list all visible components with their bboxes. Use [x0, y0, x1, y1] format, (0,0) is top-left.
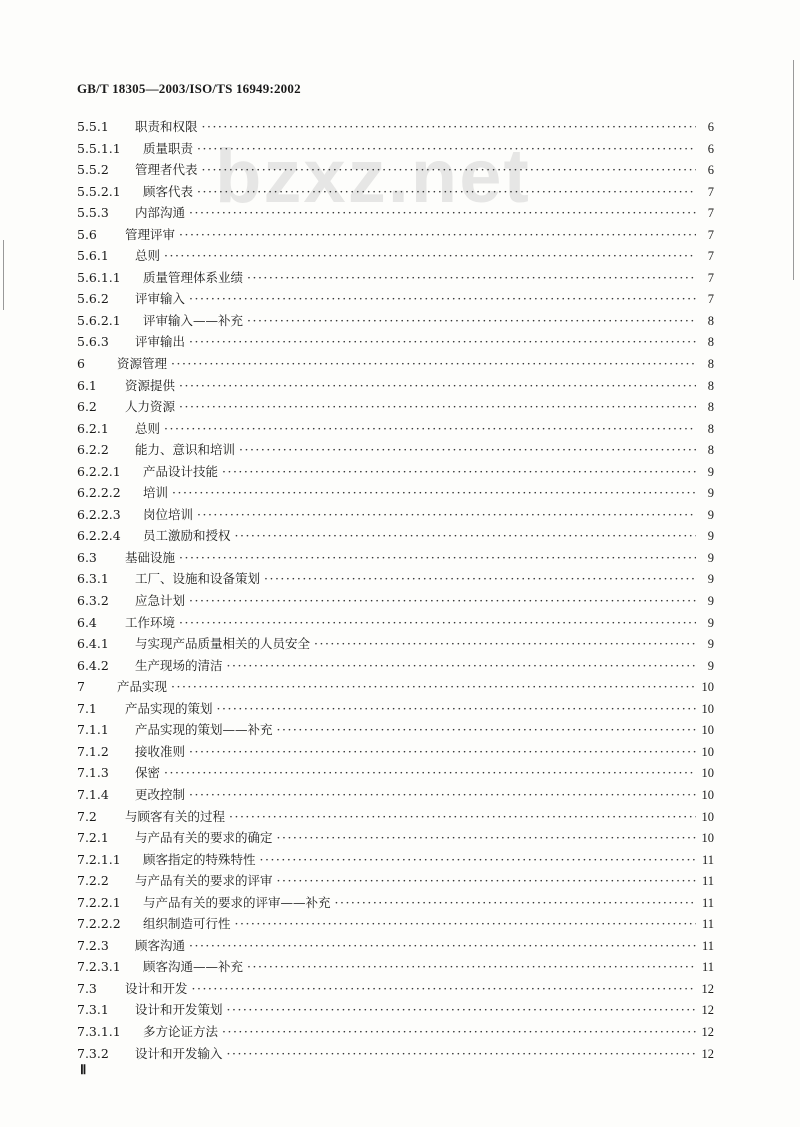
toc-entry-title: 资源管理	[117, 356, 168, 372]
toc-entry-number: 6.4	[77, 614, 97, 630]
toc-entry-page: 8	[707, 421, 714, 436]
toc-dot-leader	[202, 159, 696, 181]
toc-entry[interactable]	[77, 547, 714, 569]
toc-entry[interactable]	[77, 849, 714, 871]
toc-entry-title: 总则	[135, 420, 161, 436]
toc-dot-leader	[235, 525, 696, 547]
toc-entry-title: 顾客指定的特殊特性	[143, 851, 256, 867]
toc-entry-number: 7.1.3	[77, 765, 109, 781]
toc-dot-leader	[164, 762, 696, 784]
toc-entry-title: 人力资源	[125, 399, 176, 415]
toc-entry-page: 10	[701, 831, 714, 846]
toc-dot-leader	[189, 741, 696, 763]
standard-number-header: GB/T 18305—2003/ISO/TS 16949:2002	[77, 81, 301, 96]
toc-dot-leader	[189, 331, 696, 353]
toc-entry-number: 7.3.2	[77, 1045, 109, 1061]
toc-entry[interactable]	[77, 676, 714, 698]
toc-dot-leader	[222, 461, 696, 483]
page-number-footer: Ⅱ	[80, 1062, 87, 1077]
toc-entry[interactable]	[77, 116, 714, 138]
toc-entry[interactable]	[77, 224, 714, 246]
scan-artifact-right	[793, 60, 794, 280]
toc-dot-leader	[202, 116, 696, 138]
toc-entry-title: 产品设计技能	[143, 463, 219, 479]
toc-dot-leader	[179, 375, 696, 397]
toc-dot-leader	[222, 1021, 696, 1043]
toc-entry[interactable]	[77, 870, 714, 892]
toc-dot-leader	[197, 504, 696, 526]
toc-entry-number: 7.2	[77, 808, 97, 824]
toc-entry-title: 岗位培训	[143, 506, 194, 522]
toc-entry[interactable]	[77, 482, 714, 504]
toc-entry[interactable]	[77, 418, 714, 440]
toc-entry-number: 7	[77, 679, 85, 695]
toc-entry[interactable]	[77, 288, 714, 310]
toc-entry[interactable]	[77, 784, 714, 806]
toc-entry-page: 10	[701, 787, 714, 802]
toc-entry-page: 6	[707, 120, 714, 134]
toc-entry-title: 资源提供	[125, 377, 176, 393]
toc-entry-number: 5.5.1.1	[77, 140, 121, 156]
toc-entry[interactable]	[77, 504, 714, 526]
toc-entry-page: 8	[707, 335, 714, 350]
toc-entry-title: 设计和开发策划	[135, 1002, 223, 1018]
toc-entry[interactable]	[77, 999, 714, 1021]
toc-dot-leader	[171, 353, 696, 375]
toc-entry-number: 6.2.2.4	[77, 528, 121, 544]
toc-entry-title: 设计和开发	[125, 980, 188, 996]
toc-entry-page: 10	[701, 701, 714, 716]
toc-entry-number: 5.6	[77, 226, 97, 242]
toc-entry-title: 员工激励和授权	[143, 528, 231, 544]
toc-entry-page: 10	[701, 809, 714, 824]
toc-entry-title: 管理者代表	[135, 162, 198, 178]
toc-dot-leader	[171, 676, 696, 698]
toc-entry-number: 7.1.1	[77, 722, 109, 738]
toc-entry-number: 7.2.2	[77, 873, 109, 889]
toc-entry-number: 6.1	[77, 377, 97, 393]
toc-entry-page: 7	[707, 270, 714, 285]
toc-dot-leader	[235, 913, 696, 935]
toc-entry[interactable]	[77, 655, 714, 677]
toc-entry-number: 5.6.1.1	[77, 269, 121, 285]
toc-entry-title: 顾客沟通	[135, 937, 186, 953]
toc-entry-title: 与产品有关的要求的确定	[135, 830, 273, 846]
toc-entry-page: 9	[707, 529, 714, 544]
toc-entry-page: 7	[707, 249, 714, 264]
toc-dot-leader	[277, 827, 696, 849]
toc-dot-leader	[189, 590, 696, 612]
toc-dot-leader	[264, 568, 696, 590]
toc-dot-leader	[227, 1043, 696, 1065]
toc-dot-leader	[247, 310, 696, 332]
toc-entry-title: 与产品有关的要求的评审	[135, 873, 273, 889]
toc-entry-title: 管理评审	[125, 226, 176, 242]
toc-entry-title: 保密	[135, 765, 161, 781]
toc-entry-page: 6	[707, 141, 714, 156]
table-of-contents	[77, 116, 714, 1064]
toc-entry-page: 12	[701, 1046, 714, 1061]
toc-entry-title: 培训	[143, 485, 169, 501]
toc-entry-page: 9	[707, 507, 714, 522]
toc-entry-number: 5.5.1	[77, 119, 109, 134]
toc-entry-number: 5.5.2.1	[77, 183, 121, 199]
scan-artifact-left	[3, 240, 4, 310]
toc-entry-title: 顾客沟通——补充	[143, 959, 244, 975]
toc-entry-page: 12	[701, 1024, 714, 1039]
toc-entry-title: 产品实现的策划	[125, 700, 213, 716]
toc-entry-page: 7	[707, 184, 714, 199]
toc-entry-page: 11	[701, 917, 714, 932]
toc-dot-leader	[260, 849, 696, 871]
toc-entry-page: 10	[701, 744, 714, 759]
toc-entry-number: 5.6.3	[77, 334, 109, 350]
toc-entry-page: 8	[707, 378, 714, 393]
toc-dot-leader	[227, 655, 696, 677]
toc-entry-title: 工厂、设施和设备策划	[135, 571, 261, 587]
toc-entry[interactable]	[77, 525, 714, 547]
toc-entry[interactable]	[77, 935, 714, 957]
toc-entry-number: 7.1.2	[77, 743, 109, 759]
toc-entry-page: 11	[701, 852, 714, 867]
toc-dot-leader	[189, 202, 696, 224]
toc-dot-leader	[189, 935, 696, 957]
toc-entry[interactable]	[77, 439, 714, 461]
toc-entry[interactable]	[77, 612, 714, 634]
toc-entry-title: 评审输出	[135, 334, 186, 350]
toc-entry-page: 9	[707, 615, 714, 630]
toc-entry-number: 7.2.2.2	[77, 916, 121, 932]
toc-dot-leader	[247, 956, 696, 978]
toc-entry-number: 7.3.1.1	[77, 1023, 121, 1039]
toc-dot-leader	[189, 288, 696, 310]
toc-entry-page: 7	[707, 292, 714, 307]
toc-entry[interactable]	[77, 310, 714, 332]
toc-entry-number: 7.2.2.1	[77, 894, 121, 910]
toc-entry[interactable]	[77, 698, 714, 720]
toc-entry-page: 7	[707, 227, 714, 242]
toc-entry-title: 更改控制	[135, 786, 186, 802]
toc-entry-page: 8	[707, 357, 714, 372]
toc-entry[interactable]	[77, 806, 714, 828]
toc-entry-page: 11	[701, 938, 714, 953]
toc-dot-leader	[172, 482, 696, 504]
toc-entry-number: 6.2.2	[77, 442, 109, 458]
toc-entry-page: 8	[707, 400, 714, 415]
toc-dot-leader	[227, 999, 696, 1021]
toc-dot-leader	[197, 181, 696, 203]
toc-entry-title: 应急计划	[135, 593, 186, 609]
toc-dot-leader	[164, 245, 696, 267]
toc-entry-title: 产品实现的策划——补充	[135, 722, 273, 738]
toc-entry-title: 接收准则	[135, 743, 186, 759]
toc-entry[interactable]	[77, 331, 714, 353]
site-watermark: bzxz.net	[215, 134, 531, 219]
toc-entry-page: 11	[701, 895, 714, 910]
toc-entry-number: 7.2.1	[77, 830, 109, 846]
toc-entry-number: 5.6.2.1	[77, 312, 121, 328]
toc-entry-page: 9	[707, 572, 714, 587]
toc-entry[interactable]	[77, 1021, 714, 1043]
toc-entry-title: 顾客代表	[143, 183, 194, 199]
toc-entry-number: 5.6.2	[77, 291, 109, 307]
toc-entry-page: 8	[707, 313, 714, 328]
toc-dot-leader	[189, 784, 696, 806]
toc-entry[interactable]	[77, 978, 714, 1000]
toc-dot-leader	[179, 224, 696, 246]
toc-entry-page: 9	[707, 594, 714, 609]
toc-entry[interactable]	[77, 375, 714, 397]
toc-entry-title: 设计和开发输入	[135, 1045, 223, 1061]
toc-entry[interactable]	[77, 461, 714, 483]
toc-entry-number: 7.2.3	[77, 937, 109, 953]
toc-dot-leader	[239, 439, 696, 461]
toc-entry-page: 7	[707, 206, 714, 221]
toc-entry[interactable]	[77, 741, 714, 763]
toc-entry-title: 能力、意识和培训	[135, 442, 236, 458]
toc-entry-page: 12	[701, 1003, 714, 1018]
toc-entry[interactable]	[77, 353, 714, 375]
toc-entry[interactable]	[77, 159, 714, 181]
toc-entry-title: 评审输入	[135, 291, 186, 307]
toc-entry[interactable]	[77, 138, 714, 160]
toc-entry[interactable]	[77, 956, 714, 978]
toc-entry[interactable]	[77, 913, 714, 935]
toc-entry[interactable]	[77, 396, 714, 418]
toc-entry-number: 7.2.1.1	[77, 851, 121, 867]
toc-entry-number: 6.2	[77, 399, 97, 415]
toc-entry[interactable]	[77, 267, 714, 289]
toc-entry-number: 6.2.1	[77, 420, 109, 436]
toc-entry-title: 内部沟通	[135, 205, 186, 221]
toc-entry-title: 评审输入——补充	[143, 312, 244, 328]
toc-entry-number: 6.3	[77, 549, 97, 565]
toc-entry-title: 产品实现	[117, 679, 168, 695]
toc-dot-leader	[192, 978, 696, 1000]
toc-entry-page: 12	[701, 981, 714, 996]
toc-entry-title: 与实现产品质量相关的人员安全	[135, 636, 311, 652]
toc-entry-page: 6	[707, 163, 714, 178]
toc-entry-number: 7.3.1	[77, 1002, 109, 1018]
toc-entry-title: 与顾客有关的过程	[125, 808, 226, 824]
toc-entry[interactable]	[77, 568, 714, 590]
toc-entry-title: 工作环境	[125, 614, 176, 630]
toc-entry-page: 8	[707, 443, 714, 458]
toc-entry-number: 5.6.1	[77, 248, 109, 264]
toc-entry-number: 6.2.2.3	[77, 506, 121, 522]
toc-entry-title: 组织制造可行性	[143, 916, 231, 932]
toc-entry-number: 7.2.3.1	[77, 959, 121, 975]
toc-entry[interactable]	[77, 762, 714, 784]
toc-dot-leader	[217, 698, 696, 720]
toc-entry[interactable]	[77, 181, 714, 203]
toc-dot-leader	[277, 870, 696, 892]
toc-entry[interactable]	[77, 245, 714, 267]
toc-dot-leader	[314, 633, 696, 655]
toc-dot-leader	[277, 719, 696, 741]
toc-entry-number: 6.3.1	[77, 571, 109, 587]
toc-entry[interactable]	[77, 1043, 714, 1065]
toc-entry-number: 6.2.2.2	[77, 485, 121, 501]
toc-entry[interactable]	[77, 633, 714, 655]
toc-entry-title: 质量管理体系业绩	[143, 269, 244, 285]
toc-entry-page: 9	[707, 637, 714, 652]
toc-entry[interactable]	[77, 719, 714, 741]
toc-dot-leader	[164, 418, 696, 440]
toc-dot-leader	[179, 612, 696, 634]
toc-dot-leader	[247, 267, 696, 289]
toc-entry-title: 基础设施	[125, 549, 176, 565]
toc-entry-page: 11	[701, 874, 714, 889]
toc-entry-title: 总则	[135, 248, 161, 264]
toc-entry-page: 10	[701, 766, 714, 781]
toc-entry-page: 10	[701, 680, 714, 695]
toc-entry[interactable]	[77, 202, 714, 224]
toc-entry-number: 5.5.2	[77, 162, 109, 178]
toc-entry-page: 9	[707, 550, 714, 565]
toc-entry-number: 7.3	[77, 980, 97, 996]
toc-entry-page: 11	[701, 960, 714, 975]
toc-entry-number: 6.3.2	[77, 593, 109, 609]
toc-entry[interactable]	[77, 590, 714, 612]
toc-entry-title: 职责和权限	[135, 119, 198, 134]
toc-entry-title: 多方论证方法	[143, 1023, 219, 1039]
toc-entry-page: 9	[707, 464, 714, 479]
toc-entry-number: 5.5.3	[77, 205, 109, 221]
toc-entry-number: 7.1.4	[77, 786, 109, 802]
toc-entry[interactable]	[77, 892, 714, 914]
toc-entry-title: 与产品有关的要求的评审——补充	[143, 894, 331, 910]
toc-dot-leader	[179, 547, 696, 569]
toc-dot-leader	[229, 806, 696, 828]
toc-entry-title: 质量职责	[143, 140, 194, 156]
toc-entry[interactable]	[77, 827, 714, 849]
toc-entry-title: 生产现场的清洁	[135, 657, 223, 673]
toc-entry-number: 6.4.2	[77, 657, 109, 673]
toc-entry-page: 10	[701, 723, 714, 738]
toc-dot-leader	[335, 892, 696, 914]
toc-entry-number: 7.1	[77, 700, 97, 716]
toc-entry-page: 9	[707, 658, 714, 673]
toc-entry-number: 6.4.1	[77, 636, 109, 652]
toc-dot-leader	[197, 138, 696, 160]
toc-dot-leader	[179, 396, 696, 418]
toc-entry-number: 6.2.2.1	[77, 463, 121, 479]
toc-entry-number: 6	[77, 356, 85, 372]
toc-entry-page: 9	[707, 486, 714, 501]
